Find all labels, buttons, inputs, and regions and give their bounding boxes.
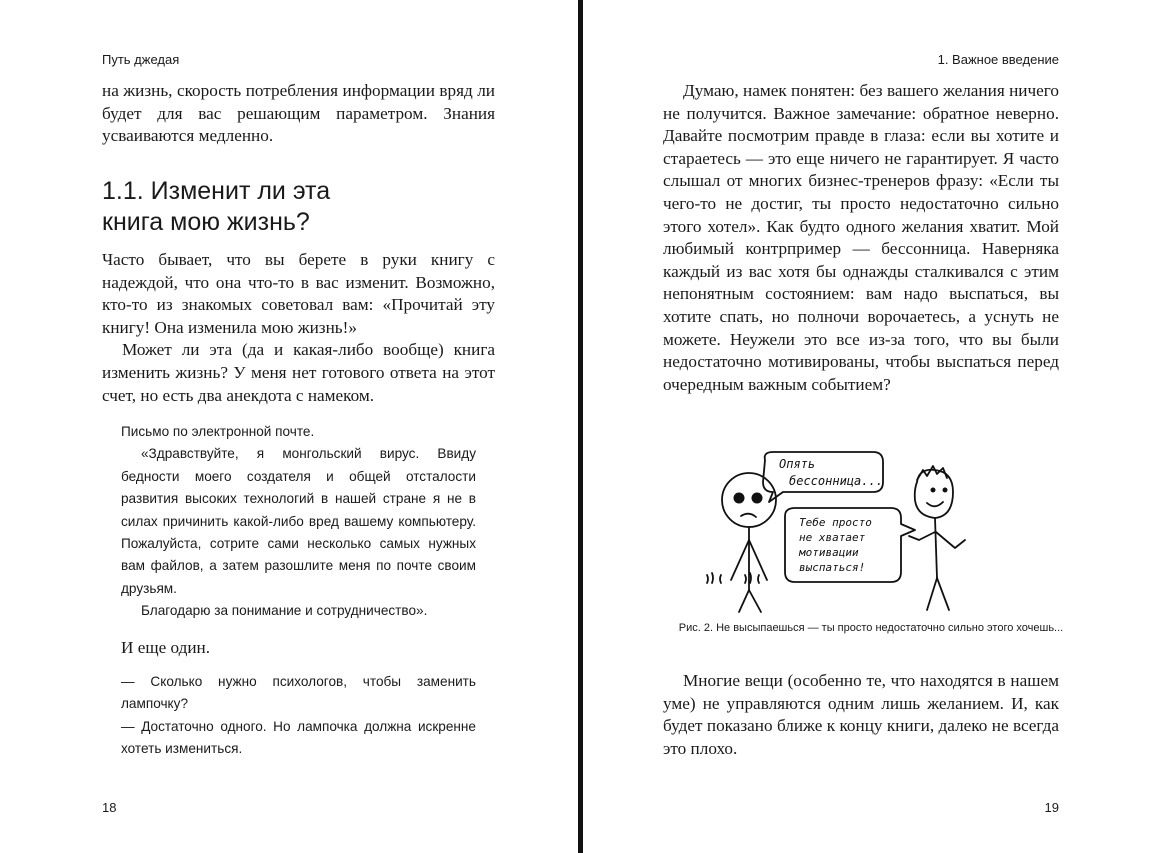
intro-text: на жизнь, скорость потребления информации вряд ли будет для вас решающим параметром. Знания усваиваются медленно.	[102, 81, 495, 146]
section-body	[102, 249, 495, 407]
joke-email	[121, 421, 476, 623]
paragraph: Может ли эта (да и какая-либо вообще) книга изменить жизнь? У меня нет готового ответа на этот счет, но есть два анекдота с намеком.	[102, 340, 495, 405]
another-one-line	[121, 637, 501, 660]
left-page	[0, 0, 578, 853]
another-one-text: И еще один.	[121, 638, 211, 657]
intro-paragraph	[102, 80, 495, 148]
running-head-left: Путь джедая	[102, 52, 180, 67]
heading-line-2: книга мою жизнь?	[102, 208, 310, 236]
joke-lightbulb	[121, 671, 476, 761]
right-paragraph-2	[663, 670, 1059, 760]
paragraph: Думаю, намек понятен: без вашего желания ничего не получится. Важное замечание: обратное неверно. Давайте посмотрим правде в глаза: если вы хотите и стараетесь — это еще ничего не гарантирует. Я часто слышал от многих бизнес-тренеров фразу: «Если ты чего-то не достиг, ты просто недостаточно сильно этого хотел». Как будто одного желания хватит. Мой любимый контрпример — бессонница. Наверняка каждый из вас хотя бы однажды сталкивался с этим непонятным состоянием: вам надо выспаться, вы хотите спать, но полночи ворочаетесь, а уснуть не можете. Неужели это все из-за того, что вы были недостаточно мотивированы, чтобы выспаться перед очередным важным событием?	[663, 81, 1059, 394]
tired-eye-right	[752, 493, 763, 504]
bubble-text: бессонница...	[789, 474, 883, 488]
bubble-text: выспаться!	[799, 561, 866, 574]
page-number-right: 19	[1044, 800, 1059, 815]
joke-line: — Сколько нужно психологов, чтобы заменить лампочку?	[121, 674, 476, 712]
heading-line-1: 1.1. Изменит ли эта	[102, 177, 331, 205]
joke-email-body: «Здравствуйте, я монгольский вирус. Ввиду бедности моего создателя и общей отсталости развития высоких технологий в нашей стране я не в силах причинить какой-либо вред вашему компьютеру. Пожалуйста, сотрите сами несколько самых нужных вам файлов, а затем разошлите меня по почте своим друзьям.	[121, 446, 476, 596]
joke-email-title: Письмо по электронной почте.	[121, 424, 315, 439]
bubble-text: не хватает	[799, 531, 866, 544]
coach-figure-body	[935, 518, 937, 578]
right-paragraph-1	[663, 80, 1059, 396]
tired-eye-left	[734, 493, 745, 504]
bubble-text: Тебе просто	[799, 516, 872, 529]
paragraph: Многие вещи (особенно те, что находятся в нашем уме) не управляются одним лишь желанием. И, как будет показано ближе к концу книги, далеко не всегда это плохо.	[663, 671, 1059, 758]
running-head-right: 1. Важное введение	[937, 52, 1059, 67]
paragraph: Часто бывает, что вы берете в руки книгу с надеждой, что она что-то в вас изменит. Возможно, кто-то из знакомых советовал вам: «Прочитай эту книгу! Она изменила мою жизнь!»	[102, 250, 495, 337]
insomnia-illustration	[703, 440, 1033, 620]
joke-email-closing: Благодарю за понимание и сотрудничество».	[141, 603, 428, 619]
joke-line: — Достаточно одного. Но лампочка должна искренне хотеть измениться.	[121, 718, 476, 757]
tired-figure-head	[722, 473, 776, 527]
figure-caption: Рис. 2. Не высыпаешься — ты просто недостаточно сильно этого хочешь...	[678, 622, 1064, 634]
right-page	[583, 0, 1159, 853]
bubble-text: Опять	[779, 457, 816, 471]
bubble-text: мотивации	[799, 546, 859, 559]
section-heading	[102, 176, 502, 238]
page-number-left: 18	[102, 800, 117, 815]
